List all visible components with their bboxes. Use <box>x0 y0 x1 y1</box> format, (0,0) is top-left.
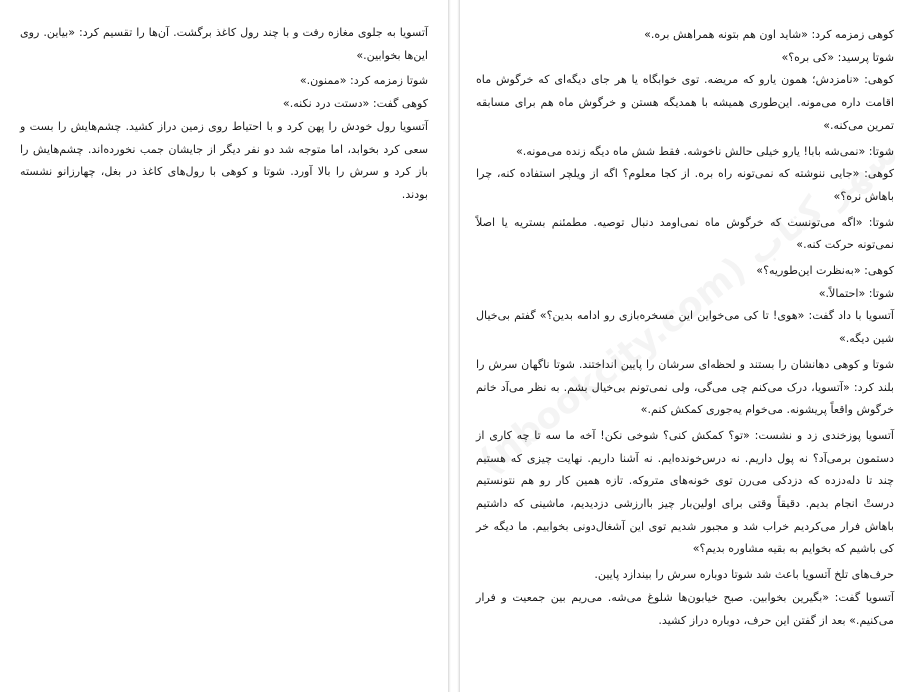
paragraph: کوهی زمزمه کرد: «شاید اون هم بتونه همراهش بره.» <box>644 28 894 41</box>
paragraph: آتسویا گفت: «بگیرین بخوابین. صبح خیابون‌ها شلوغ می‌شه. می‌ریم بین جمعیت و فرار می‌کنیم.» بعد از گفتن این حرف، دوباره دراز کشید. <box>476 590 894 627</box>
right-page <box>460 0 910 692</box>
book-gutter <box>448 0 460 692</box>
paragraph: شوتا: «احتمالاً.» <box>818 286 894 300</box>
left-page <box>0 0 448 692</box>
paragraph: کوهی: «جایی ننوشته که نمی‌تونه راه بره. از کجا معلوم؟ اگه از ویلچر استفاده کنه، چرا باهاش نره؟» <box>476 167 894 203</box>
paragraph: شوتا پرسید: «کی بره؟» <box>781 50 894 64</box>
paragraph: آتسویا رول خودش را پهن کرد و با احتیاط روی زمین دراز کشید. چشم‌هایش را بست و سعی کرد بخوابد، اما متوجه شد دو نفر دیگر از جایشان جمب نخورده‌اند. چشم‌هایش را باز کرد و سرش را بالا آورد. شوتا و کوهی با رول‌های کاغذ در بغل، چهارزانو نشسته بودند. <box>20 119 428 201</box>
paragraph: آتسویا پوزخندی زد و نشست: «تو؟ کمکش کنی؟ شوخی نکن! آخه ما سه تا چه کاری از دستمون برمی‌آد؟ نه پول داریم. نه درس‌خونده‌ایم. نه آشنا داریم. نهایت چیزی که هستیم چند تا دله‌دزده که دزدکی می‌رن توی خونه‌های متروکه. تازه همین کار رو هم نتونستیم درستْ انجام بدیم. دقیقاً وقتی برای اولین‌بار چیز باارزشی دزدیدیم، ماشینی که داشتیم باهاش فرار می‌کردیم خراب شد و مجبور شدیم توی این آشغال‌دونی بخوابیم. ما دیگه خر کی باشیم که بخوایم به بقیه مشاوره بدیم؟» <box>476 428 894 556</box>
paragraph: آتسویا به جلوی مغازه رفت و با چند رول کاغذ برگشت. آن‌ها را تقسیم کرد: «بیاین. روی این‌ها بخوابین.» <box>20 26 428 62</box>
paragraph: شوتا و کوهی دهانشان را بستند و لحظه‌ای سرشان را پایین انداختند. شوتا ناگهان سرش را بلند کرد: «آتسویا، درک می‌کنم چی می‌گی، ولی نمی‌تونم بی‌خیال بشم. به نظر می‌آد خانم خرگوش واقعاً پریشونه. می‌خوام یه‌جوری کمکش کنم.» <box>476 357 894 417</box>
paragraph: کوهی گفت: «دستت درد نکنه.» <box>282 97 428 111</box>
paragraph: آتسویا با داد گفت: «هوی! تا کی می‌خواین این مسخره‌بازی رو ادامه بدین؟» گفتم بی‌خیال شین دیگه.» <box>476 309 894 346</box>
paragraph: شوتا: «نمی‌شه بابا! یارو خیلی حالش ناخوشه. فقط شش ماه دیگه زنده می‌مونه.» <box>515 144 894 158</box>
paragraph: شوتا: «اگه می‌تونست که خرگوش ماه نمی‌اومد دنبال توصیه. مطمئنم بستریه یا اصلاً نمی‌تونه حرکت کنه.» <box>476 215 894 252</box>
paragraph: حرف‌های تلخ آتسویا باعث شد شوتا دوباره سرش را بیندازد پایین. <box>594 568 894 582</box>
paragraph: کوهی: «نامزدش؛ همون یارو که مریضه. توی خوابگاه یا هر جای دیگه‌ای که خرگوش ماه اقامت داره می‌مونه. این‌طوری همیشه با همدیگه هستن و خرگوش ماه هم برای مسابقه تمرین می‌کنه.» <box>476 73 894 132</box>
paragraph: کوهی: «به‌نظرت این‌طوریه؟» <box>756 264 894 278</box>
paragraph: شوتا زمزمه کرد: «ممنون.» <box>299 74 428 88</box>
right-page-text <box>476 24 894 632</box>
left-page-text <box>20 22 428 207</box>
